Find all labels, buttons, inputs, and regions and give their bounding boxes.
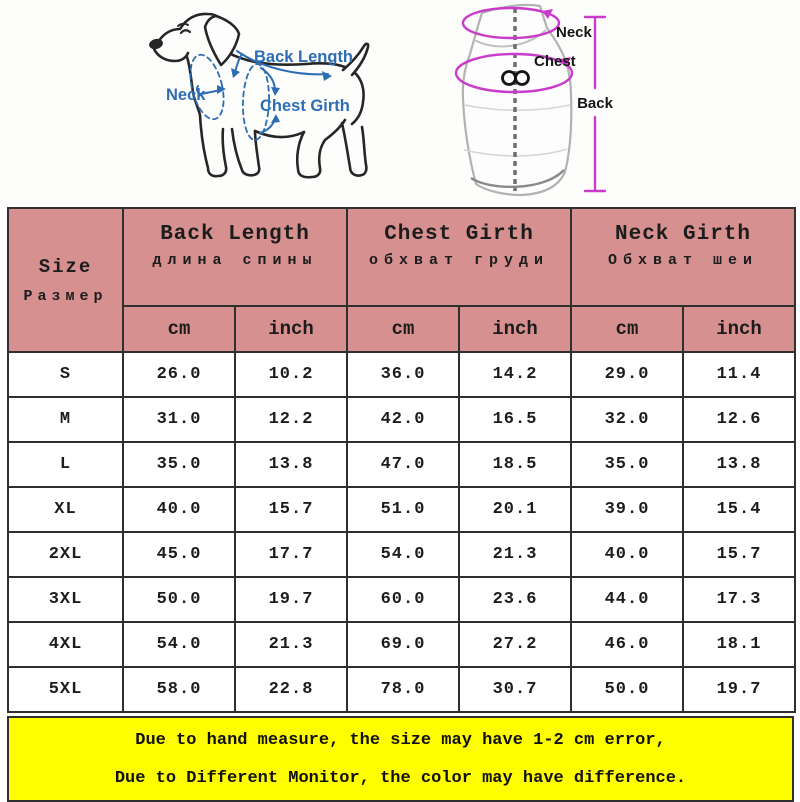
back-cm-cell: 58.0 [123, 667, 235, 712]
table-row [8, 622, 795, 667]
dog-neck-label: Neck [166, 86, 206, 104]
table-row [8, 442, 795, 487]
header-back-length-en: Back Length [160, 223, 310, 246]
header-back-length-ru: длина спины [152, 252, 318, 269]
vest-measurement-diagram [438, 0, 643, 205]
back-cm-cell: 35.0 [123, 442, 235, 487]
neck-cm-cell: 40.0 [571, 532, 683, 577]
neck-inch-cell: 15.4 [683, 487, 795, 532]
header-size-en: Size [38, 255, 93, 278]
size-cell: 5XL [8, 667, 123, 712]
unit-back-cm: cm [123, 306, 235, 352]
back-inch-cell: 13.8 [235, 442, 347, 487]
chest-inch-cell: 14.2 [459, 352, 571, 397]
neck-cm-cell: 39.0 [571, 487, 683, 532]
table-row [8, 352, 795, 397]
back-inch-cell: 17.7 [235, 532, 347, 577]
neck-inch-cell: 18.1 [683, 622, 795, 667]
back-inch-cell: 15.7 [235, 487, 347, 532]
neck-cm-cell: 46.0 [571, 622, 683, 667]
chest-cm-cell: 36.0 [347, 352, 459, 397]
chest-bottom-arrowhead-icon [271, 114, 280, 123]
back-length-arrowhead-icon [322, 71, 332, 81]
chest-top-arrowhead-icon [271, 87, 280, 96]
chest-inch-cell: 30.7 [459, 667, 571, 712]
back-cm-cell: 40.0 [123, 487, 235, 532]
dog-measurement-diagram [128, 2, 388, 202]
header-units-row [8, 306, 795, 352]
table-row [8, 577, 795, 622]
illustration-band [0, 0, 800, 206]
size-cell: XL [8, 487, 123, 532]
size-cell: 4XL [8, 622, 123, 667]
neck-cm-cell: 50.0 [571, 667, 683, 712]
chest-cm-cell: 47.0 [347, 442, 459, 487]
disclaimer-banner [7, 716, 794, 802]
back-inch-cell: 10.2 [235, 352, 347, 397]
chest-cm-cell: 51.0 [347, 487, 459, 532]
neck-inch-cell: 17.3 [683, 577, 795, 622]
table-row [8, 397, 795, 442]
neck-cm-cell: 29.0 [571, 352, 683, 397]
dog-chest-girth-label: Chest Girth [260, 97, 350, 115]
back-cm-cell: 45.0 [123, 532, 235, 577]
size-cell: S [8, 352, 123, 397]
chest-cm-cell: 78.0 [347, 667, 459, 712]
unit-neck-inch: inch [683, 306, 795, 352]
neck-inch-cell: 13.8 [683, 442, 795, 487]
header-back-length [123, 208, 347, 306]
back-cm-cell: 54.0 [123, 622, 235, 667]
chest-inch-cell: 27.2 [459, 622, 571, 667]
chest-inch-cell: 23.6 [459, 577, 571, 622]
size-cell: L [8, 442, 123, 487]
back-inch-cell: 12.2 [235, 397, 347, 442]
header-neck-girth-ru: Обхват шеи [608, 252, 759, 269]
table-row [8, 667, 795, 712]
back-cm-cell: 26.0 [123, 352, 235, 397]
chest-cm-cell: 54.0 [347, 532, 459, 577]
neck-cm-cell: 35.0 [571, 442, 683, 487]
chest-cm-cell: 60.0 [347, 577, 459, 622]
size-chart-table [7, 207, 796, 713]
header-chest-girth-en: Chest Girth [384, 223, 534, 246]
back-inch-cell: 22.8 [235, 667, 347, 712]
unit-chest-cm: cm [347, 306, 459, 352]
vest-back-label: Back [577, 95, 613, 112]
size-cell: M [8, 397, 123, 442]
neck-cm-cell: 32.0 [571, 397, 683, 442]
chest-inch-cell: 18.5 [459, 442, 571, 487]
back-cm-cell: 31.0 [123, 397, 235, 442]
header-chest-girth [347, 208, 571, 306]
header-neck-girth [571, 208, 795, 306]
size-cell: 2XL [8, 532, 123, 577]
header-neck-girth-en: Neck Girth [614, 223, 752, 246]
chest-cm-cell: 42.0 [347, 397, 459, 442]
table-row [8, 532, 795, 577]
chest-inch-cell: 20.1 [459, 487, 571, 532]
chest-cm-cell: 69.0 [347, 622, 459, 667]
unit-neck-cm: cm [571, 306, 683, 352]
header-size [8, 208, 123, 352]
neck-inch-cell: 19.7 [683, 667, 795, 712]
neck-inch-cell: 15.7 [683, 532, 795, 577]
unit-back-inch: inch [235, 306, 347, 352]
header-size-ru: Размер [23, 287, 108, 305]
neck-inch-cell: 12.6 [683, 397, 795, 442]
disclaimer-line-2: Due to Different Monitor, the color may have difference. [114, 768, 687, 788]
back-inch-cell: 21.3 [235, 622, 347, 667]
dog-back-length-label: Back Length [254, 48, 354, 66]
chest-inch-cell: 16.5 [459, 397, 571, 442]
back-cm-cell: 50.0 [123, 577, 235, 622]
unit-chest-inch: inch [459, 306, 571, 352]
header-chest-girth-ru: обхват груди [368, 252, 550, 269]
vest-chest-label: Chest [534, 53, 576, 70]
neck-inch-cell: 11.4 [683, 352, 795, 397]
disclaimer-line-1: Due to hand measure, the size may have 1-2 cm error, [135, 730, 666, 750]
vest-neck-label: Neck [556, 24, 592, 41]
chest-inch-cell: 21.3 [459, 532, 571, 577]
table-row [8, 487, 795, 532]
neck-cm-cell: 44.0 [571, 577, 683, 622]
back-inch-cell: 19.7 [235, 577, 347, 622]
size-cell: 3XL [8, 577, 123, 622]
header-group-row [8, 208, 795, 306]
